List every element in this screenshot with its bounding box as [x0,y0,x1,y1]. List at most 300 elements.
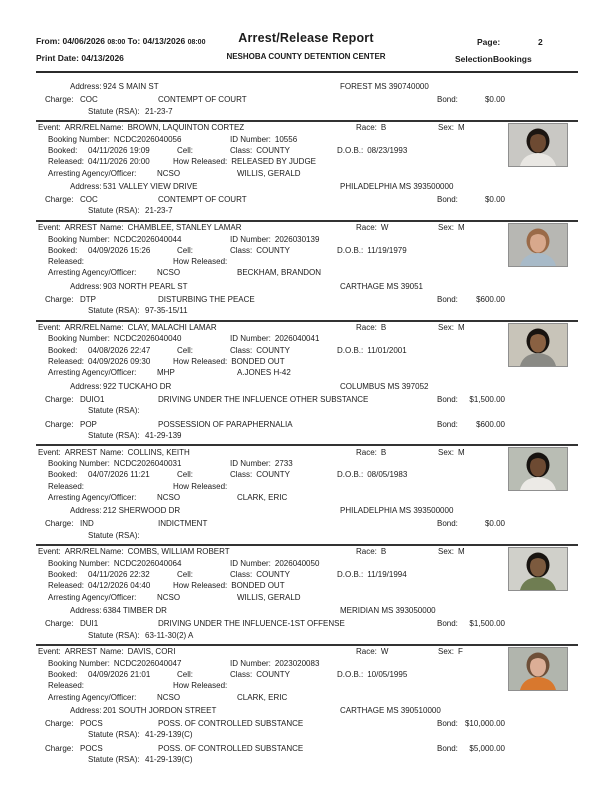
charge-description: DRIVING UNDER THE INFLUENCE OTHER SUBSTANCE [158,394,369,404]
event-label: Event: [38,547,61,557]
bond-label: Bond: [437,419,458,429]
booked-value: 04/08/2026 22:47 [88,345,151,355]
sex-value: M [458,547,465,557]
released-value: 04/12/2026 04:40 [88,581,151,591]
released-row [0,156,612,167]
address-value: 924 S MAIN ST [103,82,159,91]
sex-value: M [458,123,465,133]
address-value: 6384 TIMBER DR [103,605,167,615]
charge-list [0,194,612,217]
charge-code: COC [80,95,98,105]
statute-value: 41-29-139(C) [145,755,193,765]
dob-field [337,145,407,156]
dob-field [337,245,407,256]
how-released-label: How Released: [173,357,228,367]
agency-value: NCSO [157,168,181,178]
event-row [0,546,612,557]
race-field [356,222,388,233]
released-row [0,481,612,492]
dob-label: D.O.B.: [337,470,364,480]
cell-label: Cell: [177,570,194,580]
charge-label: Charge: [45,394,74,404]
sex-label: Sex: [438,547,455,557]
report-header [0,0,612,73]
event-row [0,122,612,133]
event-value: ARR/REL [64,123,100,133]
charge-description: DRIVING UNDER THE INFLUENCE-1ST OFFENSE [158,619,345,629]
id-number-field [230,458,293,469]
statute-label: Statute (RSA): [88,755,140,765]
dob-field [337,569,407,580]
booked-row [0,345,612,356]
event-value: ARREST [64,223,98,233]
statute-row [0,530,612,541]
statute-value: 97-35-15/11 [145,306,188,316]
dob-value: 11/01/2001 [367,345,407,355]
charge-row [0,194,612,205]
how-released-label: How Released: [173,257,228,267]
statute-value: 63-11-30(2) A [145,630,194,640]
name-field [100,222,242,233]
cell-label: Cell: [177,245,194,255]
event-field [38,122,99,133]
agency-value: NCSO [157,592,181,602]
charge-row [0,618,612,629]
charge-code: POP [80,419,97,429]
bond-label: Bond: [437,743,458,753]
charge-label: Charge: [45,743,74,753]
dob-value: 11/19/1979 [367,245,407,255]
booking-number-value: NCDC2026040047 [113,658,182,668]
sex-label: Sex: [438,647,455,657]
record-continuation [0,73,612,120]
race-field [356,546,386,557]
sex-field [438,222,465,233]
released-label: Released: [48,581,85,591]
officer-value: BECKHAM, BRANDON [237,268,322,278]
address-row [0,381,612,392]
city-state-zip: MERIDIAN MS 393050000 [340,605,436,615]
class-field [230,245,290,256]
city-state-zip: COLUMBUS MS 397052 [340,381,429,391]
arresting-label: Arresting Agency/Officer: [48,492,137,502]
officer-value: A.JONES H-42 [237,368,291,378]
how-released-field [173,580,285,591]
address-value: 903 NORTH PEARL ST [103,281,188,291]
charge-description: POSSESSION OF PARAPHERNALIA [158,419,293,429]
statute-row [0,630,612,641]
booked-value: 04/11/2026 22:32 [88,570,150,580]
name-label: Name: [100,123,124,133]
address-row [0,705,612,716]
sex-field [438,546,465,557]
booking-number-field [48,558,181,569]
sex-field [438,322,465,333]
booking-row [0,333,612,344]
charge-list [0,394,612,441]
statute-label: Statute (RSA): [88,430,140,440]
released-value: 04/09/2026 09:30 [88,357,151,367]
id-number-label: ID Number: [230,234,271,244]
booked-value: 04/11/2026 19:09 [88,145,150,155]
name-value: CHAMBLEE, STANLEY LAMAR [127,223,242,233]
class-value: COUNTY [256,570,291,580]
dob-value: 10/05/1995 [367,669,408,679]
id-number-label: ID Number: [230,458,271,468]
arresting-row [0,692,612,703]
released-value: 04/11/2026 20:00 [88,157,150,167]
how-released-field [173,256,231,267]
dob-label: D.O.B.: [337,345,364,355]
arrest-record [0,644,612,768]
booking-row [0,658,612,669]
name-value: BROWN, LAQUINTON CORTEZ [127,123,245,133]
records-area [0,73,612,768]
race-label: Race: [356,123,377,133]
booked-label: Booked: [48,570,78,580]
charge-label: Charge: [45,419,74,429]
released-label: Released: [48,357,85,367]
agency-value: NCSO [157,492,181,502]
class-field [230,669,290,680]
address-label: Address: [70,381,102,391]
bond-label: Bond: [437,95,458,105]
charge-description: CONTEMPT OF COURT [158,95,247,105]
bond-amount: $1,500.00 [469,394,505,404]
from-label: From: [36,36,61,46]
id-number-label: ID Number: [230,558,271,568]
event-row [0,322,612,333]
bond-amount: $10,000.00 [464,719,505,729]
booking-number-label: Booking Number: [48,334,110,344]
record-list [0,120,612,768]
event-value: ARREST [64,647,98,657]
booking-number-label: Booking Number: [48,658,110,668]
booked-label: Booked: [48,245,78,255]
dob-value: 08/05/1983 [367,470,408,480]
booked-label: Booked: [48,669,78,679]
id-number-value: 2733 [274,458,293,468]
how-released-field [173,680,231,691]
released-label: Released: [48,681,85,691]
sex-field [438,646,463,657]
bond-amount: $0.00 [484,519,505,529]
race-label: Race: [356,647,377,657]
print-date-label: Print Date: [36,53,79,63]
booked-row [0,569,612,580]
class-field [230,145,290,156]
event-label: Event: [38,647,61,657]
race-field [356,122,386,133]
arresting-row [0,592,612,603]
cell-label: Cell: [177,145,194,155]
charge-description: CONTEMPT OF COURT [158,195,247,205]
booking-number-field [48,234,181,245]
how-released-field [173,481,231,492]
name-value: COLLINS, KEITH [127,447,190,457]
class-value: COUNTY [256,470,291,480]
event-row [0,222,612,233]
id-number-label: ID Number: [230,658,271,668]
report-title: Arrest/Release Report [238,31,374,45]
booked-value: 04/07/2026 11:21 [88,470,150,480]
officer-value: CLARK, ERIC [237,692,288,702]
event-row [0,447,612,458]
id-number-field [230,134,297,145]
statute-row [0,305,612,316]
cell-field [177,569,197,580]
statute-label: Statute (RSA): [88,730,140,740]
name-field [100,646,175,657]
class-value: COUNTY [256,669,291,679]
released-row [0,580,612,591]
sex-value: M [458,223,465,233]
officer-value: WILLIS, GERALD [237,168,301,178]
officer-value: WILLIS, GERALD [237,592,301,602]
booking-row [0,558,612,569]
arresting-row [0,168,612,179]
booking-number-label: Booking Number: [48,134,110,144]
booked-label: Booked: [48,470,78,480]
event-label: Event: [38,223,61,233]
statute-label: Statute (RSA): [88,306,140,316]
name-field [100,122,244,133]
id-number-field [230,658,319,669]
cell-field [177,669,197,680]
how-released-value: RELEASED BY JUDGE [231,157,317,167]
race-value: B [380,123,387,133]
name-label: Name: [100,223,124,233]
name-field [100,546,230,557]
race-value: B [380,323,387,333]
charge-row [0,718,612,729]
facility-name: NESHOBA COUNTY DETENTION CENTER [226,52,386,61]
name-label: Name: [100,647,124,657]
statute-row [0,754,612,765]
dob-label: D.O.B.: [337,669,364,679]
class-label: Class: [230,145,253,155]
charge-row [0,94,612,105]
how-released-label: How Released: [173,481,228,491]
booking-number-value: NCDC2026040064 [113,558,182,568]
event-label: Event: [38,123,61,133]
booked-label: Booked: [48,145,78,155]
charge-label: Charge: [45,95,74,105]
charge-row [0,518,612,529]
race-label: Race: [356,223,377,233]
print-date-value: 04/13/2026 [81,53,124,63]
id-number-value: 2026040050 [274,558,320,568]
charge-code: DTP [80,295,96,305]
statute-row [0,205,612,216]
how-released-label: How Released: [173,581,228,591]
address-label: Address: [70,82,102,91]
address-value: 922 TUCKAHO DR [103,381,172,391]
statute-label: Statute (RSA): [88,530,140,540]
bond-amount: $0.00 [484,195,505,205]
class-field [230,345,290,356]
bond-amount: $600.00 [476,295,505,305]
statute-value: 21-23-7 [145,206,173,216]
sex-value: M [458,447,465,457]
statute-row [0,729,612,740]
event-label: Event: [38,323,61,333]
cell-field [177,145,197,156]
city-state-zip: CARTHAGE MS 39051 [340,281,423,291]
race-value: W [380,647,389,657]
charge-label: Charge: [45,619,74,629]
id-number-field [230,333,319,344]
cell-label: Cell: [177,345,194,355]
address-row [0,181,612,192]
dob-value: 08/23/1993 [367,145,408,155]
class-label: Class: [230,570,253,580]
city-state-zip: CARTHAGE MS 390510000 [340,705,441,715]
race-label: Race: [356,323,377,333]
race-field [356,322,386,333]
statute-value: 41-29-139 [145,430,182,440]
charge-row [0,419,612,430]
statute-value: 21-23-7 [145,106,173,116]
charge-label: Charge: [45,295,74,305]
sex-field [438,122,465,133]
arresting-row [0,492,612,503]
class-value: COUNTY [256,345,291,355]
race-label: Race: [356,447,377,457]
how-released-label: How Released: [173,157,228,167]
charge-description: POSS. OF CONTROLLED SUBSTANCE [158,743,304,753]
dob-label: D.O.B.: [337,245,364,255]
statute-value: 41-29-139(C) [145,730,193,740]
event-field [38,322,99,333]
event-field [38,646,97,657]
bond-amount: $600.00 [476,419,505,429]
class-label: Class: [230,245,253,255]
sex-value: M [458,323,465,333]
arrest-record [0,320,612,444]
selection-value: Bookings [493,54,532,64]
id-number-value: 10556 [274,134,298,144]
released-row [0,356,612,367]
booking-number-field [48,333,181,344]
booking-row [0,134,612,145]
cell-label: Cell: [177,470,194,480]
agency-value: MHP [157,368,175,378]
booking-number-label: Booking Number: [48,234,110,244]
booked-row [0,669,612,680]
id-number-field [230,234,319,245]
arresting-label: Arresting Agency/Officer: [48,592,137,602]
dob-label: D.O.B.: [337,145,364,155]
page-label: Page: [477,37,501,47]
agency-value: NCSO [157,692,181,702]
bond-amount: $5,000.00 [469,743,505,753]
cell-field [177,245,197,256]
race-value: B [380,547,387,557]
booking-number-field [48,134,181,145]
cell-label: Cell: [177,669,194,679]
to-time: 08:00 [187,39,206,46]
city-state-zip: PHILADELPHIA MS 393500000 [340,506,454,516]
charge-list [0,518,612,541]
statute-label: Statute (RSA): [88,406,140,416]
charge-row [0,294,612,305]
arresting-label: Arresting Agency/Officer: [48,168,137,178]
race-value: B [380,447,387,457]
charge-description: INDICTMENT [158,519,208,529]
name-field [100,322,217,333]
booking-number-label: Booking Number: [48,458,110,468]
sex-label: Sex: [438,447,455,457]
name-value: CLAY, MALACHI LAMAR [127,323,217,333]
booked-value: 04/09/2026 15:26 [88,245,151,255]
page-number: 2 [538,37,543,47]
from-date: 04/06/2026 [62,36,106,46]
name-label: Name: [100,447,124,457]
id-number-value: 2026040041 [274,334,320,344]
event-value: ARR/REL [64,323,100,333]
booking-number-field [48,458,181,469]
arresting-label: Arresting Agency/Officer: [48,268,137,278]
arresting-label: Arresting Agency/Officer: [48,368,137,378]
charge-code: POCS [80,743,103,753]
arresting-label: Arresting Agency/Officer: [48,692,137,702]
charge-list [0,718,612,765]
address-value: 201 SOUTH JORDON STREET [103,705,217,715]
city-state-zip: FOREST MS 390740000 [340,82,429,91]
how-released-label: How Released: [173,681,228,691]
statute-row [0,405,612,416]
arresting-row [0,367,612,378]
city-state-zip: PHILADELPHIA MS 393500000 [340,181,454,191]
charge-code: DUIO1 [80,394,105,404]
statute-label: Statute (RSA): [88,106,140,116]
cell-field [177,345,197,356]
address-label: Address: [70,705,102,715]
dob-value: 11/19/1994 [367,570,407,580]
arrest-record [0,220,612,320]
race-field [356,447,386,458]
charge-description: DISTURBING THE PEACE [158,295,255,305]
id-number-label: ID Number: [230,334,271,344]
how-released-value: BONDED OUT [231,581,285,591]
charge-label: Charge: [45,719,74,729]
cell-field [177,469,197,480]
bond-amount: $0.00 [484,95,505,105]
to-label: To: [127,36,141,46]
bond-label: Bond: [437,719,458,729]
race-field [356,646,388,657]
arrest-record [0,444,612,544]
class-label: Class: [230,669,253,679]
selection-label: Selection: [455,54,496,64]
arrest-record [0,544,612,644]
sex-label: Sex: [438,223,455,233]
address-label: Address: [70,605,102,615]
dob-label: D.O.B.: [337,570,364,580]
race-label: Race: [356,547,377,557]
event-field [38,447,97,458]
charge-code: DUI1 [80,619,99,629]
booking-number-label: Booking Number: [48,558,110,568]
event-label: Event: [38,447,61,457]
sex-value: F [458,647,463,657]
class-field [230,569,290,580]
charge-code: POCS [80,719,103,729]
statute-row [0,106,612,117]
booked-row [0,145,612,156]
booking-number-value: NCDC2026040044 [113,234,182,244]
